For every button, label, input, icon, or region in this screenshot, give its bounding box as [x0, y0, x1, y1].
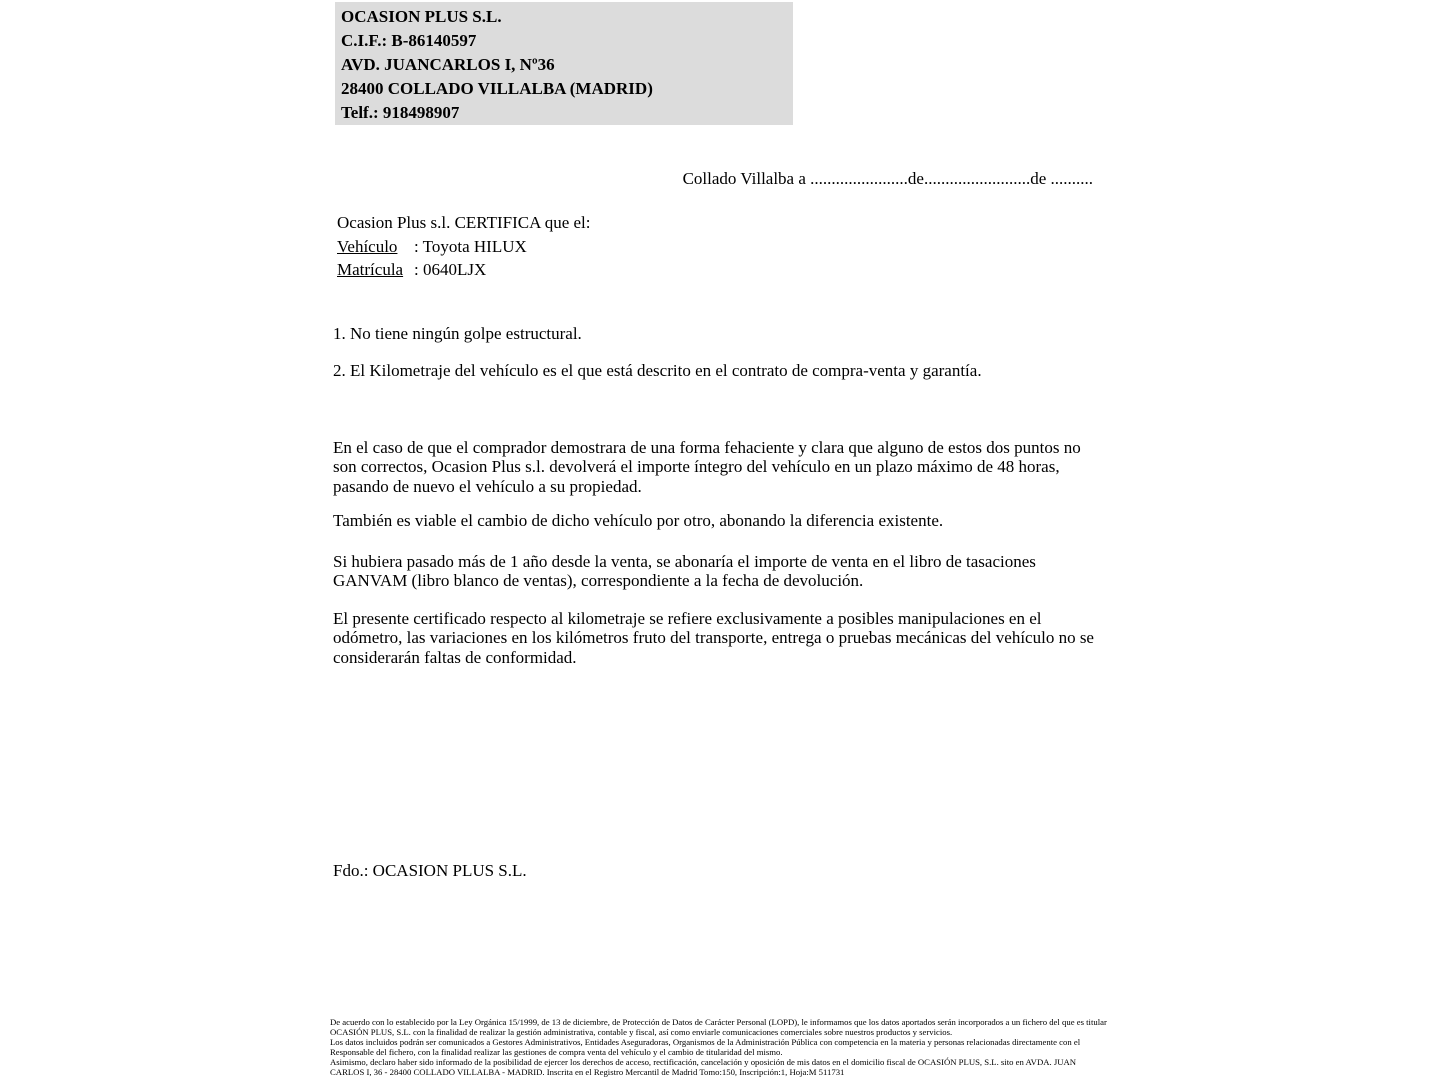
company-city: 28400 COLLADO VILLALBA (MADRID) [341, 79, 653, 98]
legal-line: Asimismo, declaro haber sido informado de la posibilidad de ejercer los derechos de acceso, rectificación, cancelación y oposición de mis datos en el domicilio fiscal de OCASIÓN PLUS, S.L. sito en AVDA. JUAN [330, 1056, 1077, 1067]
vehicle-value: : Toyota HILUX [414, 236, 527, 256]
clause-2: 2. El Kilometraje del vehículo es el que está descrito en el contrato de compra-venta y garantía. [333, 361, 982, 380]
legal-line: Los datos incluidos podrán ser comunicados a Gestores Administrativos, Entidades Aseguradoras, Organismos de la Administración Pública con competencia en la materia y personas relacionadas directamente con el [330, 1036, 1081, 1047]
company-cif: C.I.F.: B-86140597 [341, 31, 477, 50]
company-name: OCASION PLUS S.L. [341, 7, 502, 26]
clause-1: 1. No tiene ningún golpe estructural. [333, 324, 582, 343]
paragraph-odometer-disclaimer: El presente certificado respecto al kilometraje se refiere exclusivamente a posibles manipulaciones en el odómetro, las variaciones en los kilómetros fruto del transporte, entrega o pruebas mecánicas del vehículo no se considerarán faltas de conformidad. [333, 609, 1094, 667]
legal-line: Responsable del fichero, con la finalidad realizar las gestiones de compra venta del vehículo y el cambio de titularidad del mismo. [330, 1046, 783, 1057]
company-phone: Telf.: 918498907 [341, 103, 460, 122]
vehicle-row [337, 235, 591, 259]
legal-fine-print [330, 1018, 1120, 1077]
paragraph-exchange-option: También es viable el cambio de dicho vehículo por otro, abonando la diferencia existente. [333, 511, 944, 530]
certify-intro: Ocasion Plus s.l. CERTIFICA que el: [337, 213, 591, 232]
certification-block [337, 211, 591, 282]
legal-line: De acuerdo con lo establecido por la Ley Orgánica 15/1999, de 13 de diciembre, de Protección de Datos de Carácter Personal (LOPD), le informamos que los datos aportados serán incorporados a un fichero del que es titular [330, 1017, 1107, 1027]
legal-line: CARLOS I, 36 - 28400 COLLADO VILLALBA - MADRID. Inscrita en el Registro Mercantil de Madrid Tomo:150, Inscripción:1, Hoja:M 511731 [330, 1066, 845, 1077]
plate-label: Matrícula [337, 260, 404, 279]
company-address: AVD. JUANCARLOS I, Nº36 [341, 55, 555, 74]
vehicle-label: Vehículo [337, 236, 398, 256]
plate-row [337, 258, 591, 282]
legal-line: OCASIÓN PLUS, S.L. con la finalidad de realizar la gestión administrativa, contable y fiscal, así como enviarle comunicaciones comerciales sobre nuestros productos y servicios. [330, 1026, 953, 1037]
paragraph-refund-terms: En el caso de que el comprador demostrara de una forma fehaciente y clara que alguno de estos dos puntos no son correctos, Ocasion Plus s.l. devolverá el importe íntegro del vehículo en un plazo máximo de 48 horas, pasando de nuevo el vehículo a su propiedad. [333, 438, 1081, 496]
date-place-line: Collado Villalba a .......................de.........................de .......... [682, 169, 1093, 188]
plate-value: : 0640LJX [414, 260, 487, 279]
company-header-block [335, 2, 793, 125]
paragraph-ganvam-valuation: Si hubiera pasado más de 1 año desde la venta, se abonaría el importe de venta en el libro de tasaciones GANVAM (libro blanco de ventas), correspondiente a la fecha de devolución. [333, 552, 1036, 591]
signature-line: Fdo.: OCASION PLUS S.L. [333, 861, 527, 880]
